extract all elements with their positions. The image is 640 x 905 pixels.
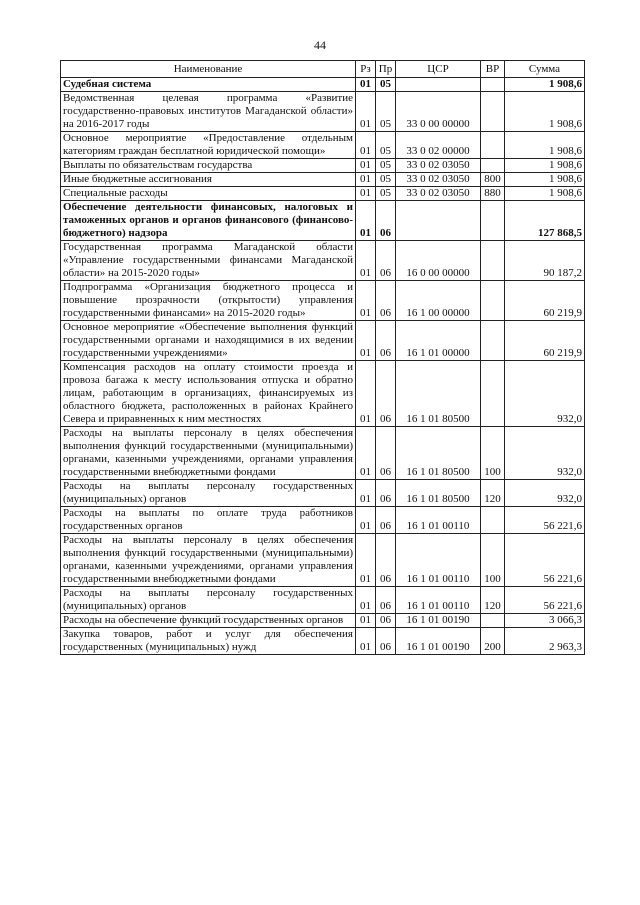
cell-sum: 56 221,6 xyxy=(505,507,585,534)
cell-vr: 800 xyxy=(481,173,505,187)
cell-sum: 932,0 xyxy=(505,361,585,427)
cell-csr: 33 0 02 03050 xyxy=(396,159,481,173)
cell-sum: 3 066,3 xyxy=(505,614,585,628)
cell-sum: 932,0 xyxy=(505,480,585,507)
cell-rz: 01 xyxy=(356,173,376,187)
cell-csr: 33 0 00 00000 xyxy=(396,92,481,132)
cell-rz: 01 xyxy=(356,427,376,480)
cell-csr: 33 0 02 00000 xyxy=(396,132,481,159)
cell-vr: 880 xyxy=(481,187,505,201)
cell-name: Расходы на выплаты персоналу государственных (муниципальных) органов xyxy=(61,480,356,507)
cell-vr: 120 xyxy=(481,587,505,614)
cell-csr: 16 1 01 00000 xyxy=(396,321,481,361)
cell-name: Выплаты по обязательствам государства xyxy=(61,159,356,173)
cell-sum: 60 219,9 xyxy=(505,281,585,321)
cell-pr: 05 xyxy=(376,92,396,132)
cell-pr: 06 xyxy=(376,427,396,480)
budget-table xyxy=(60,60,585,655)
cell-name: Расходы на выплаты персоналу государственных (муниципальных) органов xyxy=(61,587,356,614)
cell-name: Ведомственная целевая программа «Развитие государственно-правовых институтов Магаданской области» на 2016-2017 годы xyxy=(61,92,356,132)
cell-csr: 16 0 00 00000 xyxy=(396,241,481,281)
header-pr: Пр xyxy=(376,61,396,78)
cell-sum: 90 187,2 xyxy=(505,241,585,281)
cell-rz: 01 xyxy=(356,92,376,132)
cell-sum: 60 219,9 xyxy=(505,321,585,361)
cell-name: Государственная программа Магаданской области «Управление государственными финансами Магаданской области» на 2015-2020 годы» xyxy=(61,241,356,281)
cell-sum: 1 908,6 xyxy=(505,173,585,187)
cell-vr xyxy=(481,132,505,159)
cell-vr: 100 xyxy=(481,427,505,480)
cell-rz: 01 xyxy=(356,480,376,507)
cell-name: Основное мероприятие «Предоставление отдельным категориям граждан бесплатной юридической помощи» xyxy=(61,132,356,159)
cell-pr: 05 xyxy=(376,159,396,173)
table-row xyxy=(61,201,585,241)
cell-csr: 16 1 01 80500 xyxy=(396,427,481,480)
cell-pr: 06 xyxy=(376,628,396,655)
cell-vr: 120 xyxy=(481,480,505,507)
cell-rz: 01 xyxy=(356,241,376,281)
table-row xyxy=(61,92,585,132)
table-row xyxy=(61,159,585,173)
table-row xyxy=(61,187,585,201)
cell-csr: 33 0 02 03050 xyxy=(396,187,481,201)
cell-rz: 01 xyxy=(356,159,376,173)
table-row xyxy=(61,534,585,587)
table-row xyxy=(61,321,585,361)
cell-name: Расходы на обеспечение функций государственных органов xyxy=(61,614,356,628)
cell-pr: 06 xyxy=(376,507,396,534)
cell-vr: 200 xyxy=(481,628,505,655)
cell-vr xyxy=(481,201,505,241)
cell-sum: 1 908,6 xyxy=(505,92,585,132)
cell-pr: 06 xyxy=(376,587,396,614)
table-row xyxy=(61,281,585,321)
table-row xyxy=(61,132,585,159)
cell-rz: 01 xyxy=(356,628,376,655)
cell-rz: 01 xyxy=(356,534,376,587)
header-vr: ВР xyxy=(481,61,505,78)
cell-rz: 01 xyxy=(356,507,376,534)
cell-name: Судебная система xyxy=(61,78,356,92)
cell-vr xyxy=(481,361,505,427)
cell-csr: 16 1 00 00000 xyxy=(396,281,481,321)
header-sum: Сумма xyxy=(505,61,585,78)
cell-pr: 06 xyxy=(376,480,396,507)
cell-rz: 01 xyxy=(356,187,376,201)
cell-pr: 06 xyxy=(376,534,396,587)
cell-pr: 05 xyxy=(376,187,396,201)
cell-vr xyxy=(481,241,505,281)
cell-name: Расходы на выплаты по оплате труда работников государственных органов xyxy=(61,507,356,534)
cell-pr: 06 xyxy=(376,201,396,241)
cell-pr: 05 xyxy=(376,132,396,159)
header-name: Наименование xyxy=(61,61,356,78)
cell-sum: 1 908,6 xyxy=(505,159,585,173)
cell-rz: 01 xyxy=(356,361,376,427)
cell-name: Иные бюджетные ассигнования xyxy=(61,173,356,187)
cell-pr: 06 xyxy=(376,241,396,281)
cell-pr: 05 xyxy=(376,173,396,187)
cell-sum: 2 963,3 xyxy=(505,628,585,655)
cell-vr xyxy=(481,159,505,173)
table-header-row xyxy=(61,61,585,78)
cell-sum: 56 221,6 xyxy=(505,587,585,614)
table-row xyxy=(61,480,585,507)
cell-vr xyxy=(481,507,505,534)
cell-rz: 01 xyxy=(356,614,376,628)
cell-rz: 01 xyxy=(356,587,376,614)
table-row xyxy=(61,241,585,281)
table-row xyxy=(61,361,585,427)
cell-name: Компенсация расходов на оплату стоимости проезда и провоза багажа к месту использования отпуска и обратно лицам, работающим в организациях, финансируемых из областного бюджета, расположенных в районах Крайнего Севера и приравненных к ним местностях xyxy=(61,361,356,427)
cell-csr: 16 1 01 80500 xyxy=(396,361,481,427)
cell-pr: 06 xyxy=(376,321,396,361)
cell-sum: 1 908,6 xyxy=(505,187,585,201)
cell-rz: 01 xyxy=(356,78,376,92)
table-row xyxy=(61,427,585,480)
cell-pr: 06 xyxy=(376,614,396,628)
cell-name: Специальные расходы xyxy=(61,187,356,201)
page-number: 44 xyxy=(314,38,326,52)
cell-name: Подпрограмма «Организация бюджетного процесса и повышение прозрачности (открытости) управления государственными финансами» на 2015-2020 годы» xyxy=(61,281,356,321)
table-body xyxy=(61,78,585,655)
cell-csr: 16 1 01 00110 xyxy=(396,587,481,614)
header-rz: Рз xyxy=(356,61,376,78)
cell-rz: 01 xyxy=(356,321,376,361)
cell-vr xyxy=(481,92,505,132)
cell-csr: 16 1 01 00190 xyxy=(396,614,481,628)
cell-name: Расходы на выплаты персоналу в целях обеспечения выполнения функций государственными (муниципальными) органами, казенными учреждениями, органами управления государственными внебюджетными фондами xyxy=(61,534,356,587)
table-row xyxy=(61,173,585,187)
cell-name: Расходы на выплаты персоналу в целях обеспечения выполнения функций государственными (муниципальными) органами, казенными учреждениями, органами управления государственными внебюджетными фондами xyxy=(61,427,356,480)
header-csr: ЦСР xyxy=(396,61,481,78)
cell-rz: 01 xyxy=(356,281,376,321)
cell-csr xyxy=(396,78,481,92)
cell-vr: 100 xyxy=(481,534,505,587)
cell-name: Закупка товаров, работ и услуг для обеспечения государственных (муниципальных) нужд xyxy=(61,628,356,655)
cell-pr: 06 xyxy=(376,361,396,427)
cell-sum: 932,0 xyxy=(505,427,585,480)
cell-name: Основное мероприятие «Обеспечение выполнения функций государственными органами и находящимися в их ведении государственными учреждениями» xyxy=(61,321,356,361)
table-row xyxy=(61,614,585,628)
cell-csr xyxy=(396,201,481,241)
cell-csr: 16 1 01 00190 xyxy=(396,628,481,655)
cell-csr: 16 1 01 00110 xyxy=(396,534,481,587)
cell-pr: 06 xyxy=(376,281,396,321)
cell-sum: 127 868,5 xyxy=(505,201,585,241)
cell-sum: 56 221,6 xyxy=(505,534,585,587)
cell-name: Обеспечение деятельности финансовых, налоговых и таможенных органов и органов финансового (финансово-бюджетного) надзора xyxy=(61,201,356,241)
cell-sum: 1 908,6 xyxy=(505,132,585,159)
cell-rz: 01 xyxy=(356,201,376,241)
cell-rz: 01 xyxy=(356,132,376,159)
cell-pr: 05 xyxy=(376,78,396,92)
cell-vr xyxy=(481,281,505,321)
table-row xyxy=(61,507,585,534)
cell-vr xyxy=(481,78,505,92)
cell-csr: 33 0 02 03050 xyxy=(396,173,481,187)
table-row xyxy=(61,587,585,614)
cell-sum: 1 908,6 xyxy=(505,78,585,92)
cell-vr xyxy=(481,614,505,628)
table-row xyxy=(61,628,585,655)
cell-vr xyxy=(481,321,505,361)
cell-csr: 16 1 01 80500 xyxy=(396,480,481,507)
cell-csr: 16 1 01 00110 xyxy=(396,507,481,534)
table-row xyxy=(61,78,585,92)
